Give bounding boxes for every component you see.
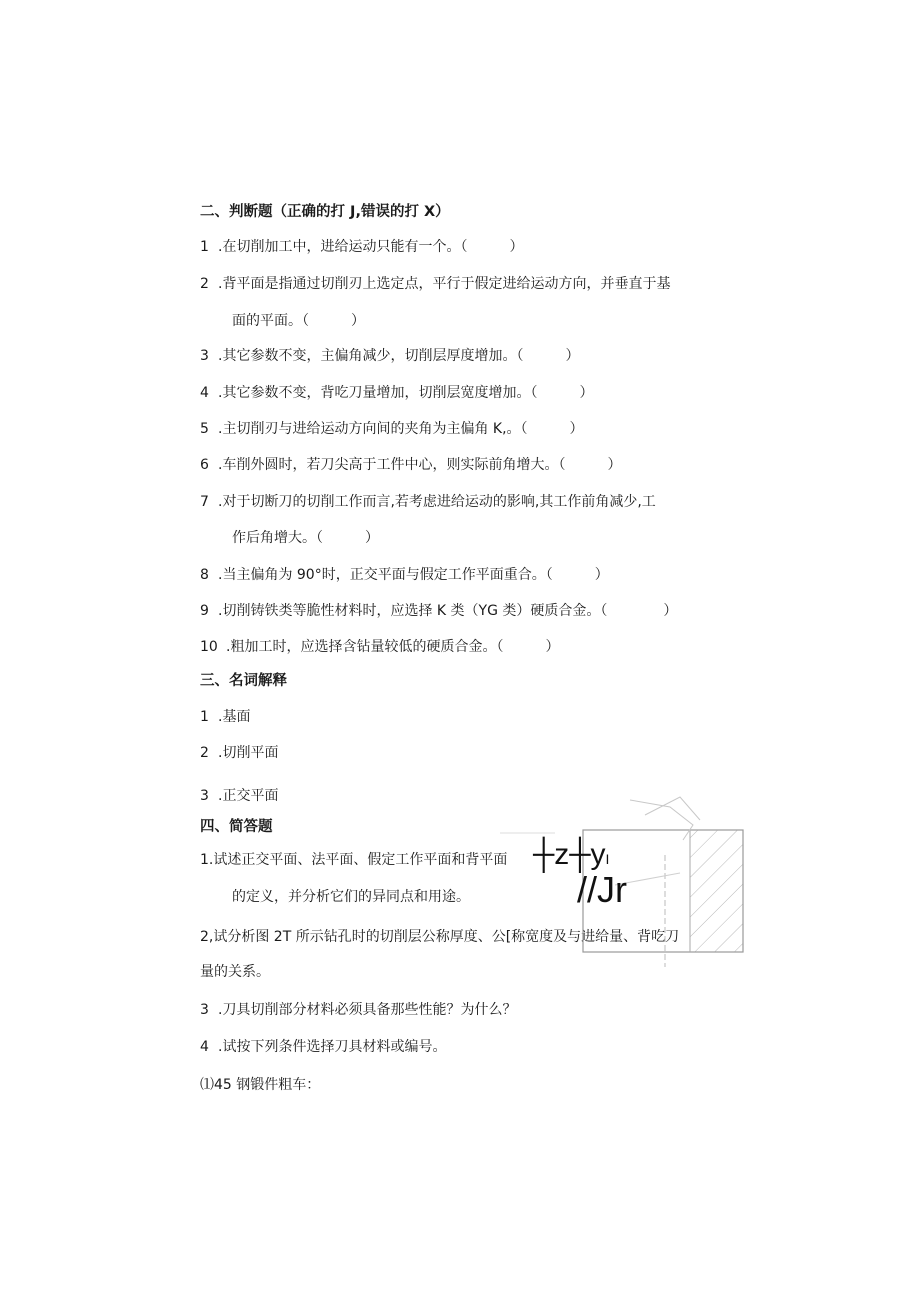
judge-item-7: [200, 493, 656, 511]
section4-heading: 四、简答题: [200, 819, 273, 835]
item-text: .主切削刃与进给运动方向间的夹角为主偏角 K,。（ ）: [218, 421, 584, 437]
short-answer-4: [200, 1038, 446, 1056]
item-text: .刀具切削部分材料必须具备那些性能？为什么？: [218, 1002, 517, 1018]
judge-item-8: [200, 566, 609, 584]
item-text: .其它参数不变，主偏角减少，切削层厚度增加。（ ）: [218, 348, 580, 364]
item-text: .切削平面: [218, 745, 279, 761]
item-number: 3: [200, 348, 209, 364]
item-number: 1: [200, 239, 209, 255]
short-answer-5: ⑴45 钢锻件粗车：: [200, 1077, 321, 1093]
item-number: 7: [200, 494, 209, 510]
figure-label-jr: //Jr: [577, 869, 627, 910]
item-text: .基面: [218, 709, 251, 725]
short-answer-1-cont: 的定义，并分析它们的异同点和用途。: [232, 889, 470, 905]
judge-item-10: [200, 638, 559, 656]
judge-item-2-cont: 面的平面。（ ）: [232, 313, 365, 329]
item-number: 1: [200, 709, 209, 725]
figure-label-zy: ┼z┼yI: [533, 838, 610, 871]
item-number: 6: [200, 457, 209, 473]
drill-figure: [495, 795, 755, 970]
judge-item-5: [200, 420, 584, 438]
item-text: .在切削加工中，进给运动只能有一个。（ ）: [218, 239, 524, 255]
section3-heading: 三、名词解释: [200, 673, 287, 689]
term-item-2: [200, 744, 278, 762]
judge-item-3: [200, 347, 579, 365]
section2-heading: 二、判断题（正确的打 J,错误的打 X）: [200, 204, 450, 220]
item-text: .粗加工时，应选择含钻量较低的硬质合金。（ ）: [226, 639, 560, 655]
item-text: .当主偏角为 90°时，正交平面与假定工作平面重合。（ ）: [218, 567, 609, 583]
judge-item-4: [200, 384, 593, 402]
item-number: 8: [200, 567, 209, 583]
item-number: 4: [200, 385, 209, 401]
judge-item-6: [200, 456, 621, 474]
item-text: .切削铸铁类等脆性材料时，应选择 K 类（YG 类）硬质合金。（ ）: [218, 603, 678, 619]
hatched-region: [690, 830, 743, 952]
short-answer-2-cont: 量的关系。: [200, 964, 270, 980]
short-answer-2: 2,试分析图 2T 所示钻孔时的切削层公称厚度、公[称宽度及与进给量、背吃刀: [200, 929, 680, 945]
item-text: .车削外圆时，若刀尖高于工件中心，则实际前角增大。（ ）: [218, 457, 622, 473]
short-answer-1: 1.试述正交平面、法平面、假定工作平面和背平面: [200, 852, 508, 868]
item-number: 9: [200, 603, 209, 619]
item-number: 5: [200, 421, 209, 437]
short-answer-3: [200, 1001, 516, 1019]
item-number: 2: [200, 276, 209, 292]
judge-item-1: [200, 238, 523, 256]
item-number: 10: [200, 639, 218, 655]
item-text: .试按下列条件选择刀具材料或编号。: [218, 1039, 447, 1055]
judge-item-9: [200, 602, 677, 620]
item-text: .其它参数不变，背吃刀量增加，切削层宽度增加。（ ）: [218, 385, 594, 401]
item-number: 3: [200, 1002, 209, 1018]
term-item-3: [200, 787, 278, 805]
item-text: .对于切断刀的切削工作而言,若考虑进给运动的影响,其工作前角减少,工: [218, 494, 656, 510]
judge-item-2: [200, 275, 670, 293]
item-number: 2: [200, 745, 209, 761]
item-text: .正交平面: [218, 788, 279, 804]
item-number: 4: [200, 1039, 209, 1055]
term-item-1: [200, 708, 250, 726]
judge-item-7-cont: 作后角增大。（ ）: [232, 530, 379, 546]
item-number: 3: [200, 788, 209, 804]
item-text: .背平面是指通过切削刃上选定点，平行于假定进给运动方向，并垂直于基: [218, 276, 671, 292]
